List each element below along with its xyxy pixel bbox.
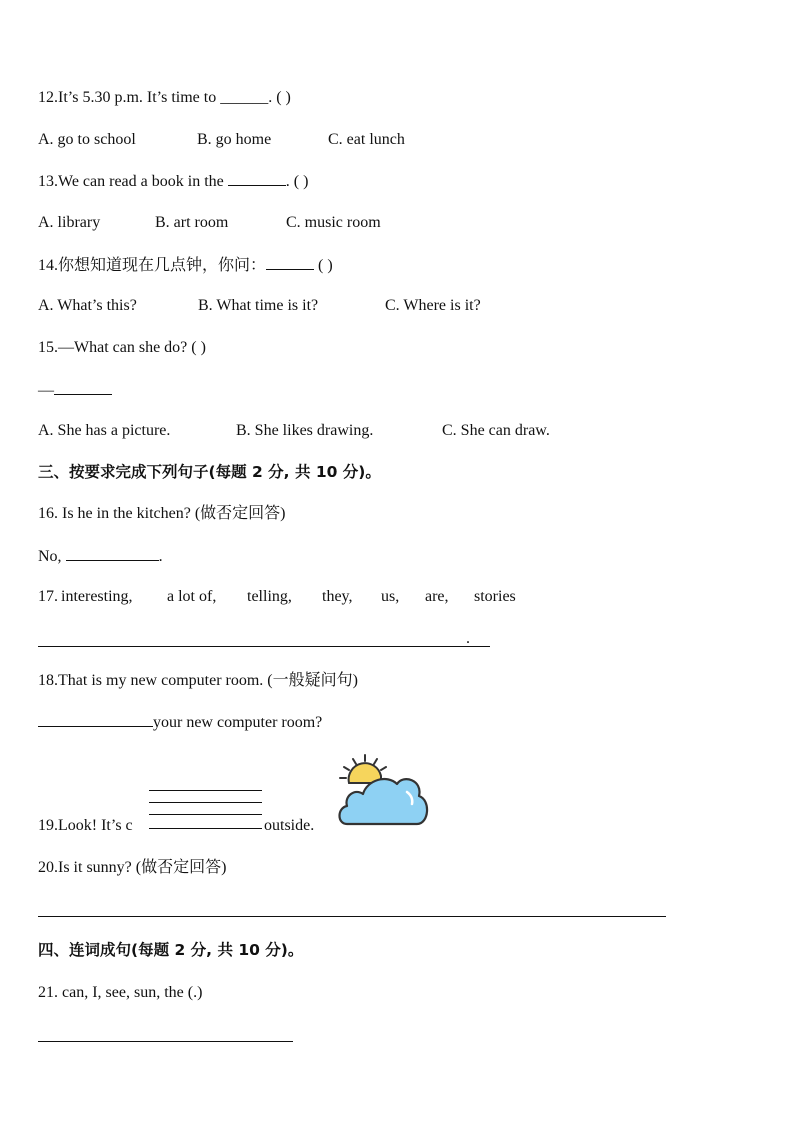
question-18: 18.That is my new computer room. (一般疑问句) <box>38 672 358 689</box>
q13-option-c: C. music room <box>286 214 381 231</box>
question-14 <box>38 255 333 276</box>
q13-option-b: B. art room <box>155 214 229 231</box>
q12-option-b: B. go home <box>197 131 272 148</box>
q18-answer-suffix: your new computer room? <box>153 714 323 731</box>
q17-word: are, <box>425 588 449 605</box>
q15-answer-line <box>38 380 112 401</box>
q12-option-a: A. go to school <box>38 131 136 148</box>
q18-answer-line <box>38 712 322 733</box>
q18-blank <box>38 712 153 727</box>
section-4-title: 四、连词成句(每题 2 分, 共 10 分)。 <box>38 941 304 959</box>
q15-option-c: C. She can draw. <box>442 422 550 439</box>
q17-word: interesting, <box>61 588 133 605</box>
q17-word: us, <box>381 588 400 605</box>
question-21: 21. can, I, see, sun, the (.) <box>38 984 203 1001</box>
q17-word: they, <box>322 588 353 605</box>
question-15: 15.—What can she do? ( ) <box>38 339 206 356</box>
q17-word: telling, <box>247 588 292 605</box>
q16-answer-prefix: No, <box>38 548 66 565</box>
q21-answer-line <box>38 1041 293 1042</box>
question-20: 20.Is it sunny? (做否定回答) <box>38 859 227 876</box>
q14-blank <box>266 255 314 270</box>
q14-stem: 14.你想知道现在几点钟，你问： <box>38 257 267 274</box>
q15-blank <box>54 380 112 395</box>
q15-option-a: A. She has a picture. <box>38 422 171 439</box>
q17-answer-line <box>38 646 490 647</box>
q15-option-b: B. She likes drawing. <box>236 422 374 439</box>
q12-stem: 12.It’s 5.30 p.m. It’s time to <box>38 89 221 106</box>
q19-writing-line <box>149 790 262 791</box>
q16-blank <box>66 546 159 561</box>
question-16: 16. Is he in the kitchen? (做否定回答) <box>38 505 286 522</box>
q12-paren: . ( ) <box>268 89 291 106</box>
q14-option-b: B. What time is it? <box>198 297 319 314</box>
q17-end-mark: . <box>466 630 470 647</box>
q19-suffix: outside. <box>264 817 315 834</box>
q19-writing-line <box>149 814 262 815</box>
q17-word: a lot of, <box>167 588 217 605</box>
section-3-title: 三、按要求完成下列句子(每题 2 分, 共 10 分)。 <box>38 463 381 481</box>
question-13 <box>38 171 308 192</box>
q16-answer-suffix: . <box>158 548 163 565</box>
q12-blank: ______ <box>220 89 269 106</box>
question-12 <box>38 88 291 108</box>
q13-blank <box>228 171 286 186</box>
q13-option-a: A. library <box>38 214 101 231</box>
q13-paren: . ( ) <box>285 173 309 190</box>
sun-behind-cloud-icon <box>335 752 430 832</box>
q19-prefix: 19.Look! It’s c <box>38 817 133 834</box>
q14-paren: ( ) <box>314 257 333 274</box>
q17-word: stories <box>474 588 516 605</box>
q16-answer-line <box>38 546 163 567</box>
q12-option-c: C. eat lunch <box>328 131 405 148</box>
q19-writing-line <box>149 802 262 803</box>
q20-answer-line <box>38 916 666 917</box>
q15-dash: — <box>38 382 54 399</box>
q14-option-a: A. What’s this? <box>38 297 137 314</box>
q13-stem: 13.We can read a book in the <box>38 173 228 190</box>
q19-writing-line <box>149 828 262 829</box>
q14-option-c: C. Where is it? <box>385 297 481 314</box>
q17-number: 17. <box>38 588 58 605</box>
